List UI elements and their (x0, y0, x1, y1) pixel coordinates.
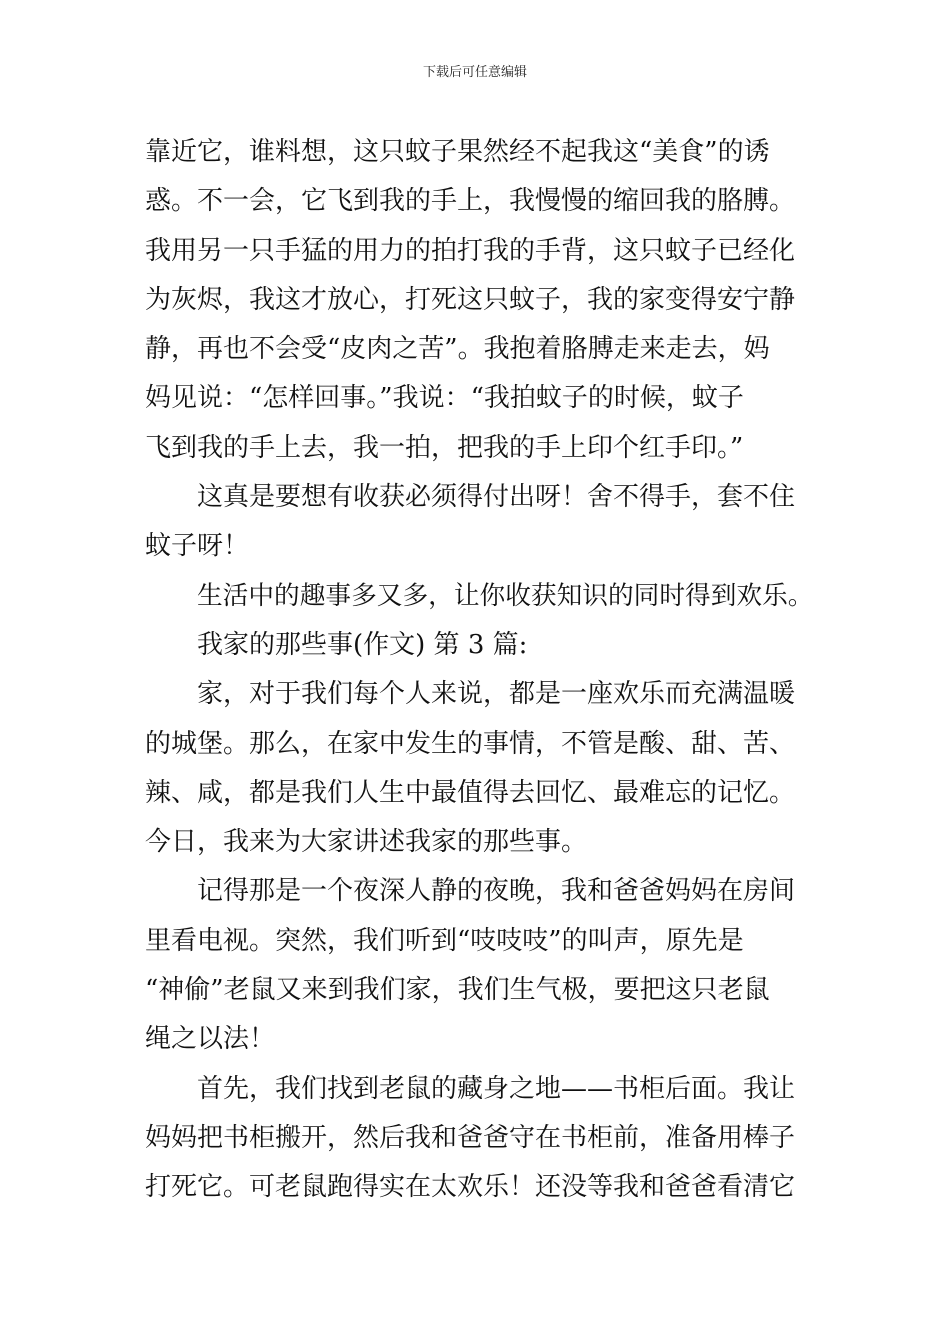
text-line: 里看电视。突然，我们听到“吱吱吱”的叫声，原先是 (145, 925, 744, 956)
text-line: 记得那是一个夜深人静的夜晚，我和爸爸妈妈在房间 (197, 876, 796, 907)
page-header: 下载后可任意编辑 (422, 65, 527, 80)
text-line: 今日，我来为大家讲述我家的那些事。 (145, 827, 588, 858)
text-line: 绳之以法！ (145, 1024, 276, 1055)
text-line: 妈见说：“怎样回事。”我说：“我拍蚊子的时候，蚊子 (145, 383, 744, 414)
body-text (145, 128, 814, 1213)
text-line: 我用另一只手猛的用力的拍打我的手背，这只蚊子已经化 (145, 235, 796, 266)
text-line: 静，再也不会受“皮肉之苦”。我抱着胳膊走来走去，妈 (145, 334, 770, 365)
text-line: 蚊子呀！ (145, 531, 250, 562)
text-line: 辣、咸，都是我们人生中最值得去回忆、最难忘的记忆。 (145, 777, 796, 808)
text-line: 打死它。可老鼠跑得实在太欢乐！还没等我和爸爸看清它 (145, 1172, 796, 1203)
text-line: 妈妈把书柜搬开，然后我和爸爸守在书柜前，准备用棒子 (145, 1122, 796, 1153)
text-line: 为灰烬，我这才放心，打死这只蚊子，我的家变得安宁静 (145, 284, 796, 315)
text-line: 生活中的趣事多又多，让你收获知识的同时得到欢乐。 (197, 580, 814, 611)
text-line: 这真是要想有收获必须得付出呀！舍不得手，套不住 (197, 482, 796, 513)
text-line: 靠近它，谁料想，这只蚊子果然经不起我这“美食”的诱 (145, 137, 770, 167)
text-line: 家，对于我们每个人来说，都是一座欢乐而充满温暖 (197, 679, 796, 710)
text-line: 首先，我们找到老鼠的藏身之地——书柜后面。我让 (197, 1073, 796, 1104)
text-line: “神偷”老鼠又来到我们家，我们生气极，要把这只老鼠 (145, 975, 770, 1006)
text-line: 惑。不一会，它飞到我的手上，我慢慢的缩回我的胳膊。 (145, 186, 796, 217)
text-line: 我家的那些事(作文) 第 3 篇: (197, 629, 528, 660)
text-line: 飞到我的手上去，我一拍，把我的手上印个红手印。” (145, 432, 744, 463)
text-line: 的城堡。那么，在家中发生的事情，不管是酸、甜、苦、 (145, 728, 796, 759)
